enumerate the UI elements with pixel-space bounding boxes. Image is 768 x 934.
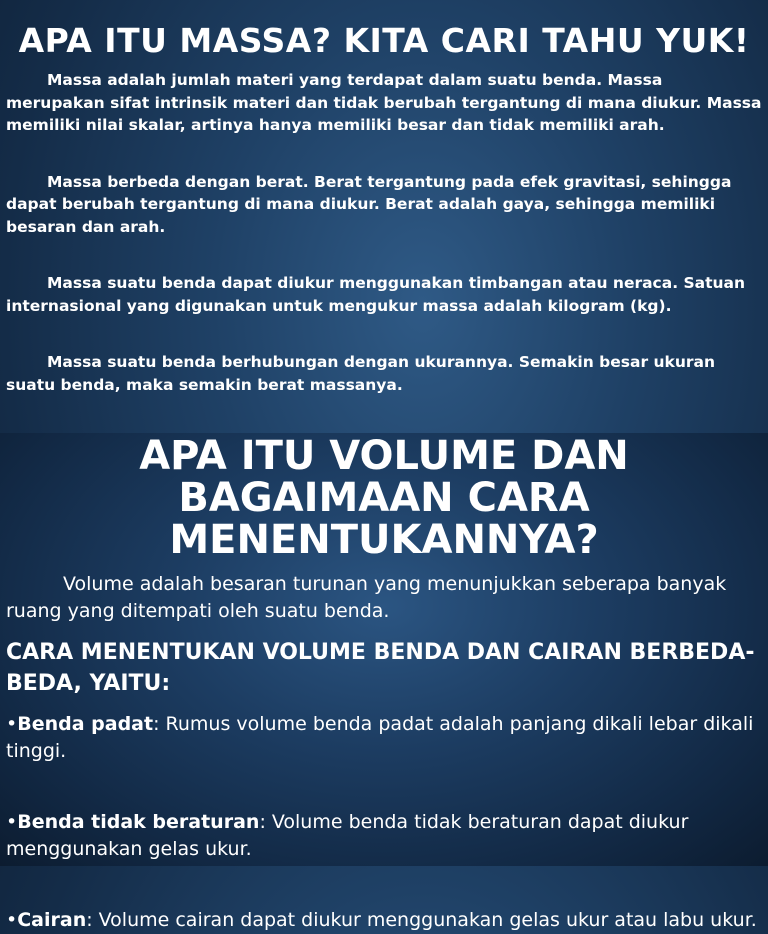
bullet-term: Benda tidak beraturan bbox=[17, 811, 260, 833]
slide-volume bbox=[0, 433, 768, 931]
bullet-marker: • bbox=[6, 909, 18, 931]
bullet-marker: • bbox=[6, 713, 18, 735]
bullet-item bbox=[0, 907, 768, 934]
slide-title-volume: APA ITU VOLUME DAN BAGAIMAAN CARA MENENTUKANNYA? bbox=[139, 433, 629, 563]
paragraph-massa-size: Massa suatu benda berhubungan dengan ukurannya. Semakin besar ukuran suatu benda, maka semakin berat massanya. bbox=[6, 353, 716, 394]
paragraph-volume-definition: Volume adalah besaran turunan yang menunjukkan seberapa banyak ruang yang ditempati oleh suatu benda. bbox=[6, 573, 727, 622]
paragraph-massa-definition: Massa adalah jumlah materi yang terdapat dalam suatu benda. Massa merupakan sifat intrinsik materi dan tidak berubah tergantung di mana diukur. Massa memiliki nilai skalar, artinya hanya memiliki besar dan tidak memiliki arah. bbox=[6, 71, 762, 134]
bullet-term: Cairan bbox=[17, 909, 87, 931]
bullet-text: : Volume benda tidak beraturan dapat diukur menggunakan gelas ukur. bbox=[6, 811, 689, 860]
bullet-item bbox=[0, 711, 768, 765]
paragraph-massa-measurement: Massa suatu benda dapat diukur menggunakan timbangan atau neraca. Satuan internasional yang digunakan untuk mengukur massa adalah kilogram (kg). bbox=[6, 274, 746, 315]
bullet-marker: • bbox=[6, 811, 18, 833]
bullet-term: Benda padat bbox=[17, 713, 154, 735]
subheading-cara-menentukan: CARA MENENTUKAN VOLUME BENDA DAN CAIRAN BERBEDA-BEDA, YAITU: bbox=[6, 640, 755, 696]
bullet-text: : Volume cairan dapat diukur menggunakan gelas ukur atau labu ukur. bbox=[86, 909, 757, 931]
bullet-item bbox=[0, 809, 768, 863]
bullet-text: : Rumus volume benda padat adalah panjang dikali lebar dikali tinggi. bbox=[6, 713, 754, 762]
paragraph-massa-vs-berat: Massa berbeda dengan berat. Berat tergantung pada efek gravitasi, sehingga dapat berubah tergantung di mana diukur. Berat adalah gaya, sehingga memiliki besaran dan arah. bbox=[6, 172, 732, 236]
slide-title-massa: APA ITU MASSA? KITA CARI TAHU YUK! bbox=[18, 21, 750, 60]
slide-massa bbox=[0, 0, 768, 433]
